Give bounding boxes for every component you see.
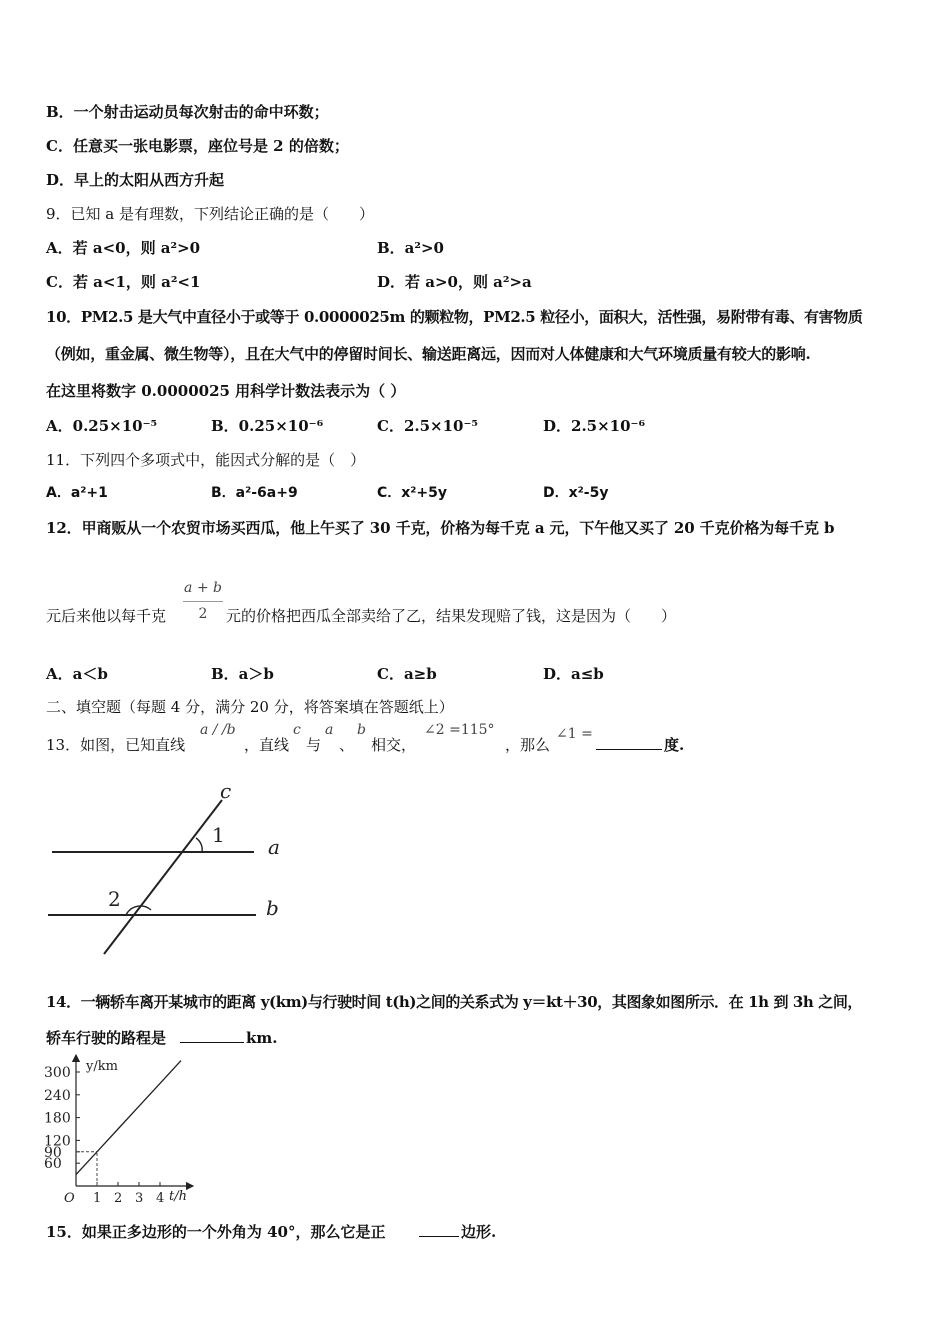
q14-chart xyxy=(40,1052,200,1208)
x-tick-label: 4 xyxy=(156,1191,165,1206)
q14-line2-pre: 轿车行驶的路程是 xyxy=(46,1029,167,1047)
y-tick-label: 240 xyxy=(44,1087,71,1104)
q12-option-c: C．a≥b xyxy=(377,665,437,683)
q12-line2-post: 元的价格把西瓜全部卖给了乙，结果发现赔了钱，这是因为（ ） xyxy=(226,607,677,625)
x-tick-label: 1 xyxy=(93,1191,102,1206)
q12-fraction-numerator: a + b xyxy=(184,580,222,596)
q13-math-a: a xyxy=(325,722,334,738)
x-tick-label: 3 xyxy=(135,1191,144,1206)
label-angle-1: 1 xyxy=(212,823,225,847)
label-angle-2: 2 xyxy=(108,887,121,911)
q10-option-b: B．0.25×10⁻⁶ xyxy=(211,417,324,435)
q12-option-a: A．a＜b xyxy=(46,665,108,683)
q9-option-c: C．若 a<1，则 a²<1 xyxy=(46,273,201,291)
q13-math-angle1: ∠1 = xyxy=(556,726,593,742)
q11-option-c: C．x²+5y xyxy=(377,485,448,501)
x-tick-label: 2 xyxy=(114,1191,123,1206)
x-axis-label: t/h xyxy=(169,1189,187,1204)
label-c: c xyxy=(220,782,232,803)
q13-text-4: 、 xyxy=(339,736,355,754)
q11-option-d: D．x²-5y xyxy=(543,485,609,501)
q8-option-c: C．任意买一张电影票，座位号是 2 的倍数； xyxy=(46,137,349,155)
q15-text-pre: 15．如果正多边形的一个外角为 40°，那么它是正 xyxy=(46,1223,386,1241)
q12-fraction-denominator: 2 xyxy=(198,606,208,622)
q13-math-angle2: ∠2 =115° xyxy=(424,722,495,738)
q14-line2-post: km. xyxy=(246,1029,278,1047)
angle-1-arc xyxy=(196,838,202,852)
q13-math-c: c xyxy=(293,722,301,738)
q10-line3: 在这里将数字 0.0000025 用科学计数法表示为（ ） xyxy=(46,382,406,400)
q13-text-2: ，直线 xyxy=(244,736,290,754)
q14-answer-blank[interactable] xyxy=(180,1028,244,1048)
origin-label: O xyxy=(64,1191,75,1206)
q14-line1: 14．一辆轿车离开某城市的距离 y(km)与行驶时间 t(h)之间的关系式为 y＝kt＋30，其图象如图所示．在 1h 到 3h 之间， xyxy=(46,993,863,1011)
y-tick-label: 300 xyxy=(44,1065,71,1081)
q15-text-post: 边形. xyxy=(461,1223,497,1241)
y-tick-label: 60 xyxy=(44,1156,62,1173)
q13-figure xyxy=(44,782,289,962)
q12-line1: 12．甲商贩从一个农贸市场买西瓜，他上午买了 30 千克，价格为每千克 a 元，下午他又买了 20 千克价格为每千克 b xyxy=(46,519,835,537)
q10-line1: 10．PM2.5 是大气中直径小于或等于 0.0000025m 的颗粒物，PM2.5 粒径小，面积大，活性强，易附带有毒、有害物质 xyxy=(46,308,863,326)
q13-answer-blank[interactable] xyxy=(596,735,662,755)
label-b: b xyxy=(266,896,279,920)
q13-math-a-parallel-b: a / /b xyxy=(200,722,236,738)
q10-option-c: C．2.5×10⁻⁵ xyxy=(377,417,478,435)
q10-option-a: A．0.25×10⁻⁵ xyxy=(46,417,158,435)
q13-text-5: 相交， xyxy=(371,736,417,754)
q13-text-6: ，那么 xyxy=(505,736,551,754)
q9-option-d: D．若 a>0，则 a²>a xyxy=(377,273,532,291)
q11-option-b: B．a²-6a+9 xyxy=(211,485,298,501)
q13-text-3: 与 xyxy=(306,736,322,754)
q11-option-a: A．a²+1 xyxy=(46,485,108,501)
y-axis-label: y/km xyxy=(86,1059,118,1074)
section-2-heading: 二、填空题（每题 4 分，满分 20 分，将答案填在答题纸上） xyxy=(46,698,454,716)
y-tick-label: 90 xyxy=(44,1144,62,1161)
q9-option-a: A．若 a<0，则 a²>0 xyxy=(46,239,201,257)
q11-stem: 11．下列四个多项式中，能因式分解的是（ ） xyxy=(46,451,366,469)
q12-fraction-bar xyxy=(183,601,223,602)
q13-text-1: 13．如图，已知直线 xyxy=(46,736,186,754)
q8-option-d: D．早上的太阳从西方升起 xyxy=(46,171,225,189)
q13-math-b: b xyxy=(357,722,366,738)
label-a: a xyxy=(268,835,280,859)
q12-option-d: D．a≤b xyxy=(543,665,604,683)
q9-option-b: B．a²>0 xyxy=(377,239,444,257)
q10-line2: （例如，重金属、微生物等），且在大气中的停留时间长、输送距离远，因而对人体健康和大气环境质量有较大的影响. xyxy=(46,345,811,363)
q15-answer-blank[interactable] xyxy=(419,1222,459,1242)
q10-option-d: D．2.5×10⁻⁶ xyxy=(543,417,646,435)
q13-text-7: 度. xyxy=(664,736,685,754)
q8-option-b: B．一个射击运动员每次射击的命中环数； xyxy=(46,103,329,121)
line-c xyxy=(104,800,222,954)
series-line xyxy=(76,1061,181,1175)
q12-line2-pre: 元后来他以每千克 xyxy=(46,607,167,625)
q9-stem: 9．已知 a 是有理数，下列结论正确的是（ ） xyxy=(46,205,375,223)
y-tick-label: 180 xyxy=(44,1110,71,1127)
q12-option-b: B．a＞b xyxy=(211,665,274,683)
y-tick-label: 120 xyxy=(44,1133,71,1150)
